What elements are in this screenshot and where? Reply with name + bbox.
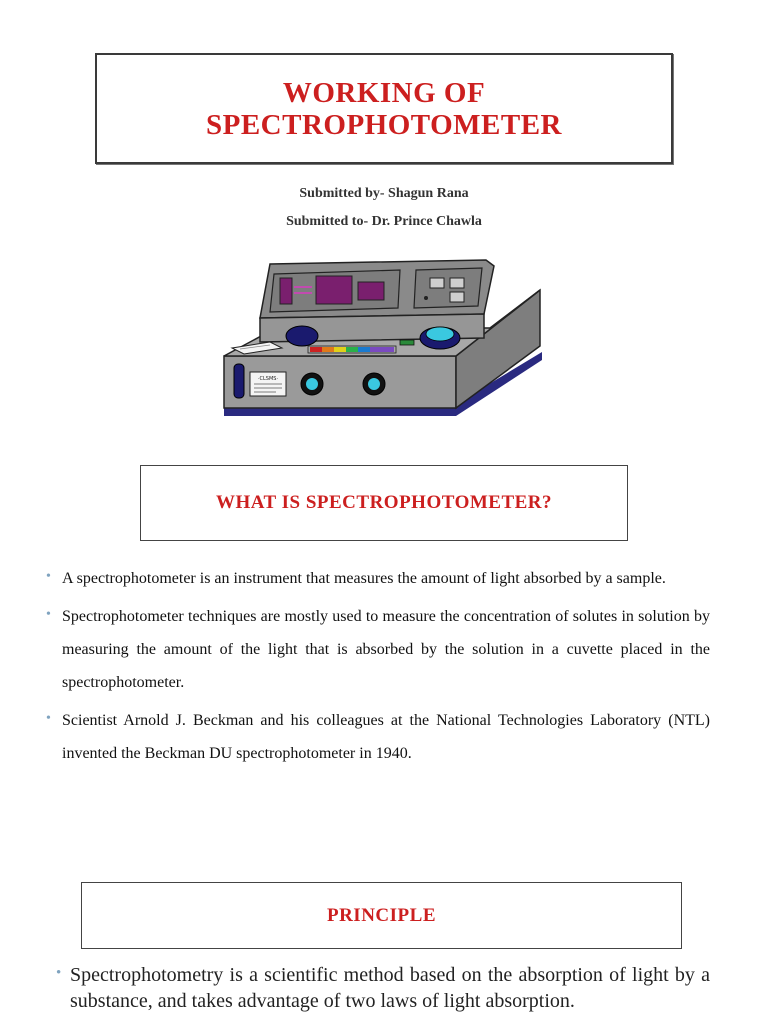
section-heading: WHAT IS SPECTROPHOTOMETER?: [215, 492, 553, 513]
title-line-1: WORKING OF: [282, 76, 486, 109]
bullet-icon: •: [56, 965, 62, 981]
submitted-by: Submitted by- Shagun Rana: [299, 186, 469, 201]
list-item: [46, 562, 710, 595]
sticker-label: ·CLSMS·: [257, 376, 279, 382]
bullet-list: [46, 562, 710, 775]
list-item-text: Spectrophotometer techniques are mostly used to measure the concentration of solutes in solution by measuring the amount of the light that is absorbed by the solution in a cuvette placed in the spectrophotometer.: [62, 608, 710, 691]
section-heading-box: [81, 882, 682, 949]
bullet-icon: •: [46, 711, 51, 726]
list-item-text: Spectrophotometry is a scientific method based on the absorption of light by a substance, and takes advantage of two laws of light absorption.: [70, 964, 710, 1012]
spectrophotometer-illustration: [220, 256, 544, 422]
bullet-icon: •: [46, 607, 51, 622]
list-item: [46, 600, 710, 699]
section-heading-box: [140, 465, 628, 541]
title-line-2: SPECTROPHOTOMETER: [205, 108, 563, 141]
submitted-to: Submitted to- Dr. Prince Chawla: [286, 214, 482, 229]
section-heading: PRINCIPLE: [326, 904, 436, 926]
list-item: [46, 704, 710, 770]
list-item-text: A spectrophotometer is an instrument that measures the amount of light absorbed by a sample.: [62, 570, 666, 587]
bullet-list: [56, 962, 710, 1014]
bullet-icon: •: [46, 569, 51, 584]
title-box: [95, 53, 673, 164]
list-item-text: Scientist Arnold J. Beckman and his colleagues at the National Technologies Laboratory (NTL) invented the Beckman DU spectrophotometer in 1940.: [62, 712, 710, 762]
list-item: [56, 962, 710, 1014]
